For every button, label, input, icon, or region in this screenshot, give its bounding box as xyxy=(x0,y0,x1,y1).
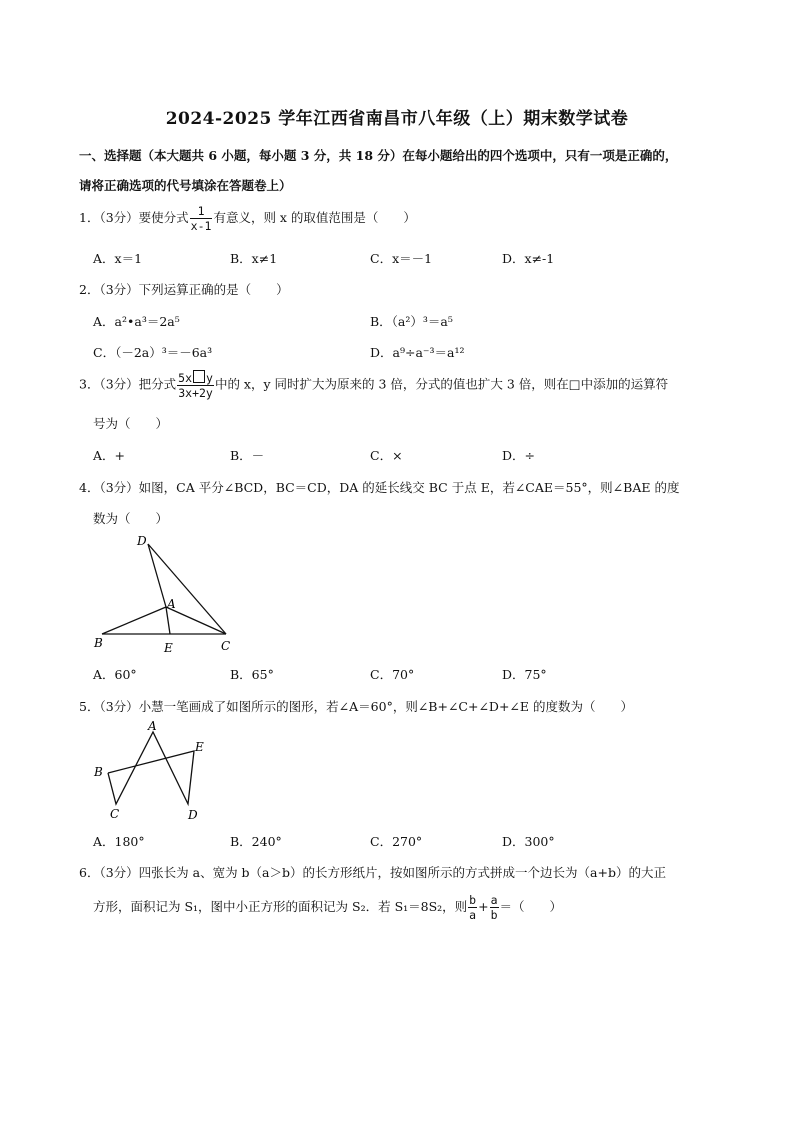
q1-frac-den: x-1 xyxy=(190,219,212,233)
q3-fraction xyxy=(177,370,214,400)
q1-fraction xyxy=(190,204,213,233)
q4-label-a: A xyxy=(167,597,176,611)
q2-option-a: A．a²•a³＝2a⁵ xyxy=(93,314,180,329)
section-header-line1: 一、选择题（本大题共 6 小题，每小题 3 分，共 18 分）在每小题给出的四个选项中，只有一项是正确的， xyxy=(79,148,678,163)
q2-option-c: C．（－2a）³＝－6a³ xyxy=(93,345,213,360)
question-5: 5．（3分）小慧一笔画成了如图所示的图形，若∠A＝60°，则∠B+∠C+∠D+∠E 的度数为（ ） xyxy=(79,699,633,714)
q3-option-b: B．－ xyxy=(230,448,265,463)
q5-option-c: C．270° xyxy=(370,834,423,849)
q4-triangle-figure xyxy=(88,530,248,658)
q2-option-d: D．a⁹÷a⁻³＝a¹² xyxy=(370,345,465,360)
q5-label-a: A xyxy=(148,719,157,733)
q1-option-c: C．x＝－1 xyxy=(370,251,433,266)
question-6-line1: 6．（3分）四张长为 a、宽为 b（a＞b）的长方形纸片，按如图所示的方式拼成一个边长为（a+b）的大正 xyxy=(79,865,666,880)
question-1 xyxy=(79,204,416,233)
q5-star-figure xyxy=(88,718,218,826)
q6-line2-prefix: 方形，面积记为 S₁，图中小正方形的面积记为 S₂．若 S₁＝8S₂，则 xyxy=(93,899,468,914)
question-4-line1: 4．（3分）如图，CA 平分∠BCD，BC＝CD，DA 的延长线交 BC 于点 E，若∠CAE＝55°，则∠BAE 的度 xyxy=(79,480,680,495)
q3-frac-num xyxy=(177,370,214,386)
section-header-line2: 请将正确选项的代号填涂在答题卷上） xyxy=(79,178,292,193)
q1-option-a: A．x＝1 xyxy=(93,251,143,266)
q6-fraction-1 xyxy=(468,893,477,922)
q6-plus: + xyxy=(478,899,489,914)
q6-fraction-2 xyxy=(490,893,499,922)
q2-option-b: B．（a²）³＝a⁵ xyxy=(370,314,453,329)
blank-square-icon xyxy=(193,370,205,383)
question-3 xyxy=(79,370,668,400)
q4-label-e: E xyxy=(164,641,173,655)
q5-label-c: C xyxy=(110,807,120,821)
q3-option-a: A．+ xyxy=(93,448,126,463)
q1-suffix: 有意义，则 x 的取值范围是（ ） xyxy=(213,210,416,225)
q3-frac-den: 3x+2y xyxy=(178,386,213,400)
q3-option-d: D．÷ xyxy=(502,448,535,463)
q3-prefix: 3．（3分）把分式 xyxy=(79,376,177,392)
q4-label-b: B xyxy=(94,636,103,650)
q1-prefix: 1．（3分）要使分式 xyxy=(79,210,189,225)
q3-suffix: 中的 x，y 同时扩大为原来的 3 倍，分式的值也扩大 3 倍，则在□中添加的运算符 xyxy=(214,376,669,392)
q5-option-d: D．300° xyxy=(502,834,555,849)
q5-label-d: D xyxy=(188,808,198,822)
question-2: 2．（3分）下列运算正确的是（ ） xyxy=(79,282,289,297)
q3-line2: 号为（ ） xyxy=(93,416,169,431)
q5-label-e: E xyxy=(195,740,204,754)
question-4-line2: 数为（ ） xyxy=(93,511,169,526)
q4-label-c: C xyxy=(221,639,231,653)
q4-option-a: A．60° xyxy=(93,667,137,682)
question-6-line2 xyxy=(93,893,562,922)
page-title: 2024-2025 学年江西省南昌市八年级（上）期末数学试卷 xyxy=(165,109,629,129)
q6-frac1-num: b xyxy=(469,893,477,907)
q6-frac2-den: b xyxy=(490,908,498,922)
q1-option-d: D．x≠-1 xyxy=(502,251,555,266)
q4-option-b: B．65° xyxy=(230,667,274,682)
q4-option-d: D．75° xyxy=(502,667,547,682)
q4-label-d: D xyxy=(137,534,147,548)
q1-frac-num: 1 xyxy=(190,204,213,219)
q5-label-b: B xyxy=(94,765,103,779)
q3-option-c: C．× xyxy=(370,448,403,463)
q3-frac-num-a: 5x xyxy=(178,371,193,385)
q5-option-b: B．240° xyxy=(230,834,282,849)
q3-frac-num-b: y xyxy=(206,371,213,385)
q4-option-c: C．70° xyxy=(370,667,415,682)
q6-frac2-num: a xyxy=(490,893,498,907)
q6-line2-suffix: ＝（ ） xyxy=(499,899,563,914)
q5-option-a: A．180° xyxy=(93,834,145,849)
q1-option-b: B．x≠1 xyxy=(230,251,278,266)
q6-frac1-den: a xyxy=(469,908,477,922)
